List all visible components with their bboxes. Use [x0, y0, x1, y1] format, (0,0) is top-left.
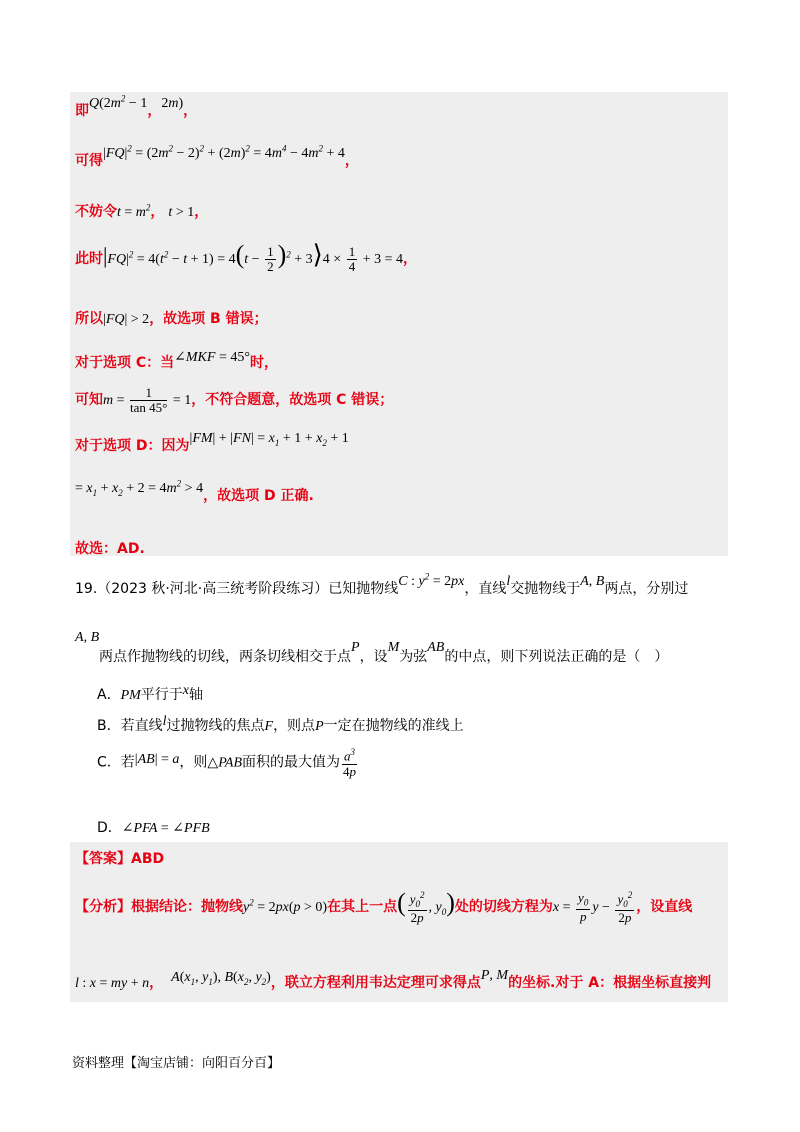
sol-line-9: = $x_1 + x_2 + 2 = 4m^2 > 4$，故选项 D 正确.: [75, 478, 314, 504]
sol-line-7: 可知m = $\frac{1}{\tan 45^\circ}$ = 1，不符合题意，故选项 C 错误；: [75, 385, 394, 416]
sol-line-2: 可得$|FQ|^2 = (2m^2 - 2)^2 + (2m)^2 = 4m^4 - 4m^2 + 4$，: [75, 143, 359, 169]
analysis-line-1: 【分析】根据结论：抛物线$y^2 = 2px(p > 0)$在其上一点( $\frac{y_0^2}{2p}$ , $y_0$)处的切线方程为x = $\frac{y_0}{p}$ y − $\frac{y_0^2}{2p}$ ，设直线: [75, 888, 693, 925]
sol-line-5: 所以|FQ| > 2，故选项 B 错误；: [75, 311, 268, 327]
answer-label: 【答案】ABD: [75, 851, 165, 867]
question-line-1: 19.（2023 秋·河北·高三统考阶段练习）已知抛物线C : $y^2 = 2px$，直线l交抛物线于A, B两点，分别过: [75, 571, 689, 597]
analysis-line-2: l : x = my + n， $A(x_1$, $y_1$), $B(x_2$, $y_2$)，联立方程利用韦达定理可求得点P, M的坐标.对于 A：根据坐标直接判: [75, 968, 712, 991]
question-line-2: A, B 两点作抛物线的切线，两条切线相交于点P，设M为弦AB的中点，则下列说法正确的是（ ）: [75, 630, 669, 665]
sol-line-4: 此时$|FQ|^2 = 4(t^2 - t + 1) = 4(t$ − $\frac{1}{2}$ )$^2$ + 3⟩4 × $\frac{1}{4}$ + 3 = 4，: [75, 240, 417, 275]
page-footer: 资料整理【淘宝店铺：向阳百分百】: [72, 1056, 281, 1071]
option-a: A．PM平行于x轴: [97, 683, 204, 703]
sol-line-6: 对于选项 C：当∠MKF = 45°时，: [75, 350, 278, 371]
option-c: C．若|AB| = a，则△PAB面积的最大值为 $\frac{a^3}{4p}$: [97, 747, 357, 779]
option-d: D．∠PFA = ∠PFB: [97, 820, 210, 836]
sol-line-1: 即$Q(2m^2 - 1$，2m)，: [75, 93, 198, 119]
option-b: B．若直线l过抛物线的焦点F，则点P一定在抛物线的准线上: [97, 714, 464, 734]
sol-line-3: 不妨令$t = m^2$， t > 1，: [75, 202, 209, 220]
sol-line-8: 对于选项 D：因为$|FM| + |FN| = x_1 + 1 + x_2 + 1$: [75, 431, 349, 454]
sol-line-10: 故选：AD.: [75, 541, 145, 557]
